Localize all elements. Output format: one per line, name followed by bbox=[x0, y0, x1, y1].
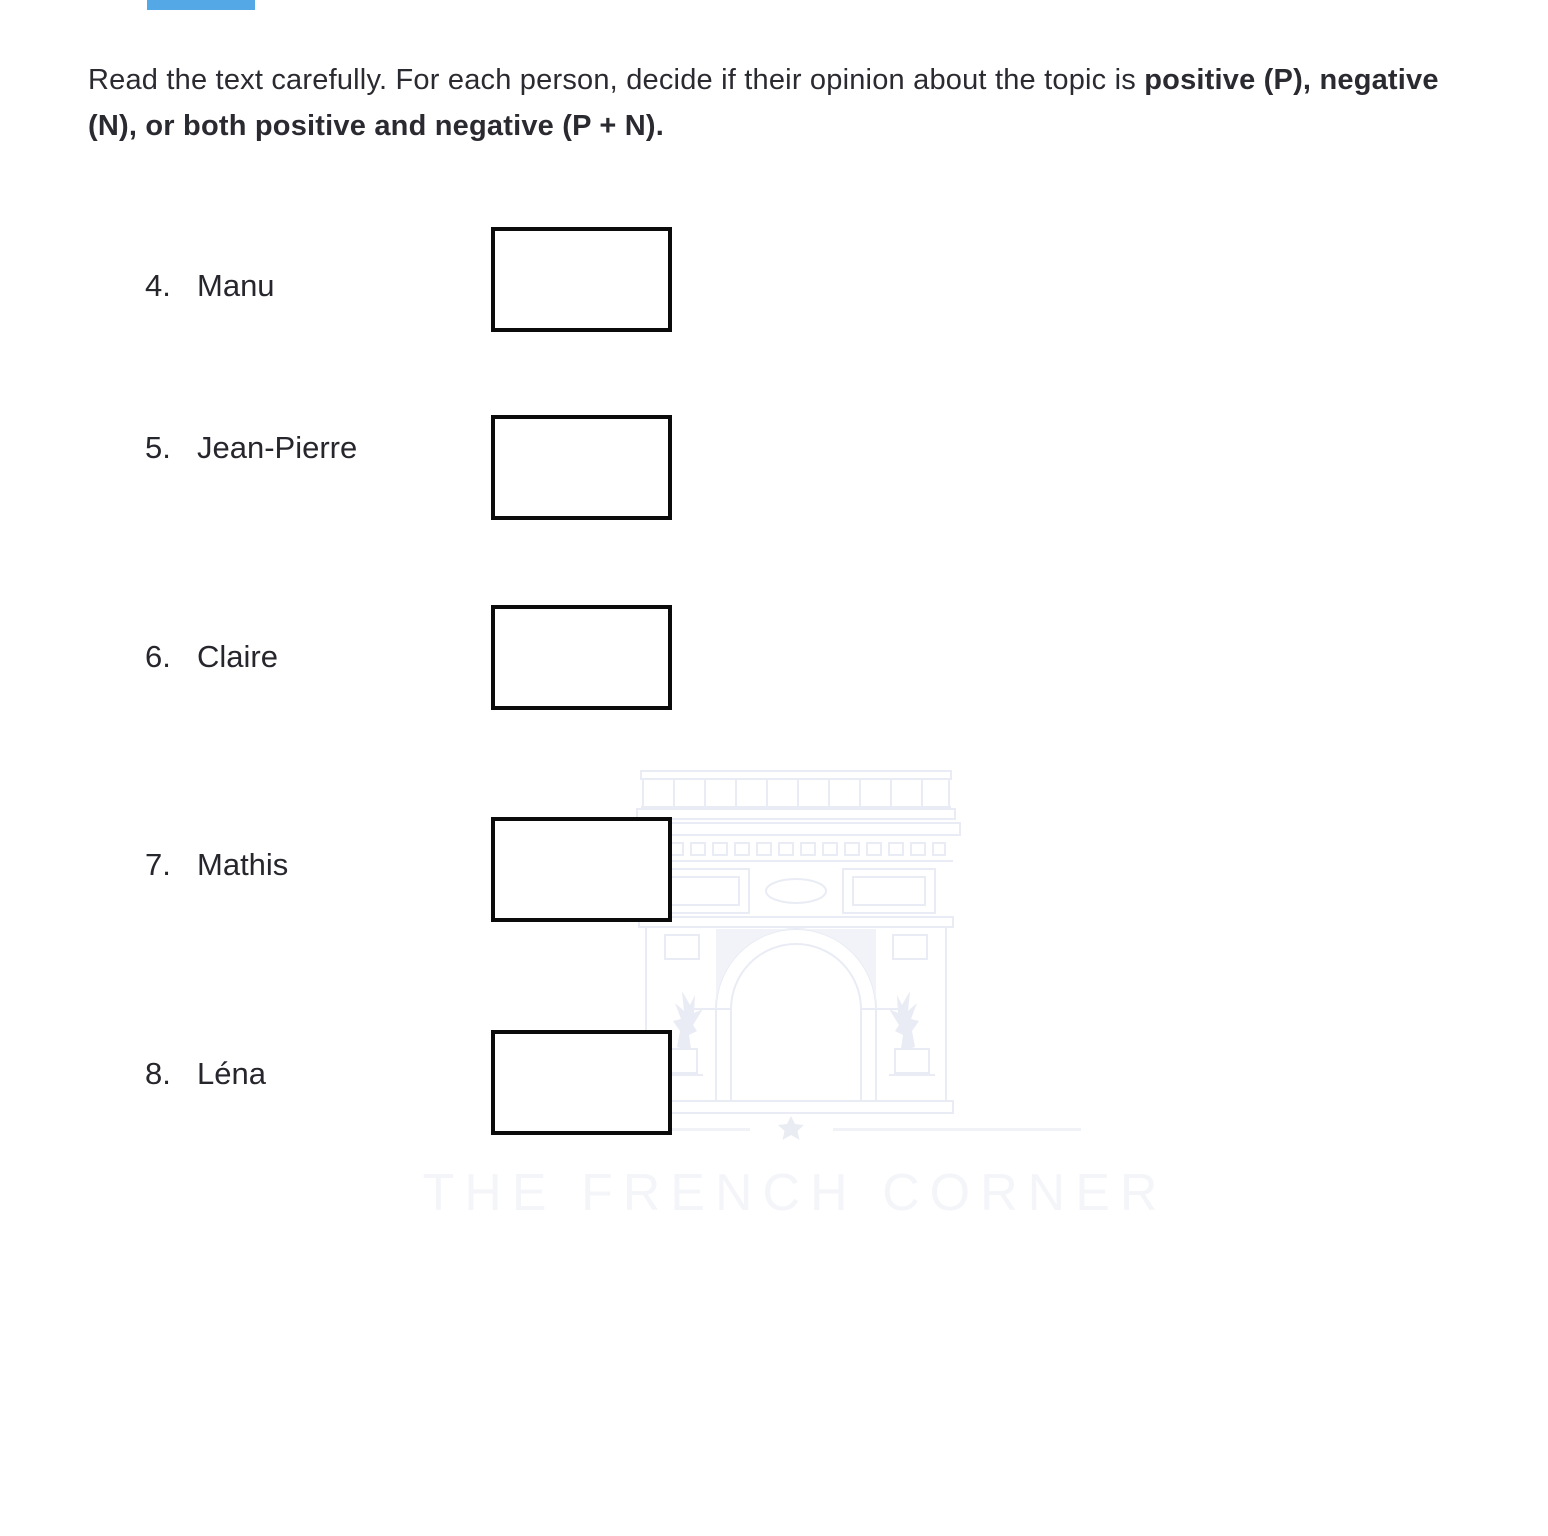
question-label-5 bbox=[145, 428, 357, 468]
instructions-lead: Read the text carefully. For each person, decide if their opinion about the topic is bbox=[88, 64, 1145, 96]
watermark-divider-right bbox=[833, 1128, 1081, 1131]
answer-box-8[interactable] bbox=[491, 1030, 672, 1135]
answer-box-6[interactable] bbox=[491, 605, 672, 710]
question-number: 6. bbox=[145, 639, 171, 674]
instructions-emphasis: positive (P), negative (N), or both positive and negative (P + N). bbox=[88, 64, 1439, 142]
question-name: Manu bbox=[197, 268, 275, 303]
answer-box-7[interactable] bbox=[491, 817, 672, 922]
question-number: 5. bbox=[145, 430, 171, 465]
arc-de-triomphe-icon bbox=[631, 769, 961, 1119]
question-name: Jean-Pierre bbox=[197, 430, 358, 465]
answer-box-5[interactable] bbox=[491, 415, 672, 520]
instructions bbox=[88, 57, 1488, 149]
watermark-text: THE FRENCH CORNER bbox=[422, 1164, 1168, 1222]
question-label-6 bbox=[145, 637, 278, 677]
question-number: 7. bbox=[145, 847, 171, 882]
question-name: Mathis bbox=[197, 847, 289, 882]
question-name: Claire bbox=[197, 639, 278, 674]
star-icon bbox=[777, 1114, 805, 1142]
question-number: 4. bbox=[145, 268, 171, 303]
question-name: Léna bbox=[197, 1056, 266, 1091]
top-tab-fragment[interactable] bbox=[147, 0, 255, 10]
answer-box-4[interactable] bbox=[491, 227, 672, 332]
question-label-8 bbox=[145, 1054, 266, 1094]
question-number: 8. bbox=[145, 1056, 171, 1091]
question-label-4 bbox=[145, 266, 275, 306]
question-label-7 bbox=[145, 845, 288, 885]
